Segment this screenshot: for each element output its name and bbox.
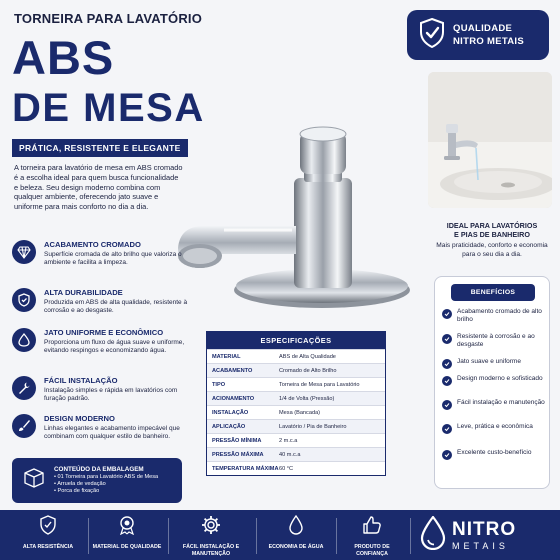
benefit-text: Excelente custo-benefício: [457, 449, 532, 456]
water-drop-icon: [12, 328, 36, 352]
water-drop-icon: [288, 515, 304, 540]
table-row: [207, 391, 385, 405]
check-icon: [442, 450, 452, 460]
product-title-line2: DE MESA: [12, 86, 205, 130]
package-contents: [12, 458, 182, 503]
table-row: [207, 349, 385, 363]
list-item: [442, 308, 546, 325]
water-drop-logo-icon: [420, 516, 446, 555]
spec-value: Cromado de Alto Brilho: [279, 367, 337, 374]
tagline-banner: PRÁTICA, RESISTENTE E ELEGANTE: [12, 139, 188, 157]
spec-key: INSTALAÇÃO: [212, 409, 249, 416]
spec-key: APLICAÇÃO: [212, 423, 246, 430]
spec-value: 2 m.c.a: [279, 437, 298, 444]
list-item: [442, 333, 546, 350]
spec-value: ABS de Alta Qualidade: [279, 353, 336, 360]
benefit-text: Leve, prática e econômica: [457, 423, 533, 430]
thumbs-up-icon: [362, 515, 382, 540]
brand-logo: [420, 516, 516, 555]
check-icon: [442, 309, 452, 319]
feature-text: Produzida em ABS de alta qualidade, resistente à corrosão e ao desgaste.: [44, 299, 188, 315]
check-icon: [442, 376, 452, 386]
intro-paragraph: A torneira para lavatório de mesa em ABS cromado é a escolha ideal para quem busca funcionalidade e beleza. Seu design moderno combina com qualquer ambiente, oferecendo jato suave e uniforme para mais conforto no dia a dia.: [14, 163, 183, 212]
quality-badge: [407, 10, 549, 60]
list-item: [442, 375, 546, 386]
feature-text: Instalação simples e rápida em lavatórios com furação padrão.: [44, 387, 178, 403]
badge-line2: NITRO METAIS: [453, 36, 524, 47]
table-row: [207, 419, 385, 433]
spec-key: ACABAMENTO: [212, 367, 253, 374]
sink-caption-title-1: IDEAL PARA LAVATÓRIOS: [446, 221, 538, 230]
spec-key: MATERIAL: [212, 353, 241, 360]
check-icon: [442, 424, 452, 434]
footer-item: [12, 510, 84, 560]
benefit-text: Acabamento cromado de alto brilho: [457, 308, 542, 324]
table-row: [207, 377, 385, 391]
specs-table: [206, 331, 386, 476]
specs-rows: [207, 349, 385, 475]
footer-label: ECONOMIA DE ÁGUA: [268, 544, 324, 550]
footer-divider: [168, 518, 169, 554]
table-row: [207, 461, 385, 475]
shield-check-icon: [419, 18, 445, 53]
feature-title: FÁCIL INSTALAÇÃO: [44, 376, 118, 385]
footer-divider: [256, 518, 257, 554]
brand-sub: METAIS: [452, 540, 509, 551]
faucet-image: [164, 108, 422, 318]
benefits-title: BENEFÍCIOS: [451, 284, 535, 301]
spec-value: Mesa (Bancada): [279, 409, 321, 416]
feature-title: ACABAMENTO CROMADO: [44, 240, 141, 249]
feature-text: Proporciona um fluxo de água suave e uniforme, evitando respingos e economizando água.: [44, 339, 185, 355]
table-row: [207, 447, 385, 461]
footer-item: [172, 510, 250, 560]
benefit-text: Jato suave e uniforme: [457, 358, 521, 365]
package-item: • Arruela de vedação: [54, 480, 106, 487]
product-pretitle: TORNEIRA PARA LAVATÓRIO: [14, 11, 203, 26]
sink-caption-title-2: E PIAS DE BANHEIRO: [454, 230, 530, 239]
footer-item: [260, 510, 332, 560]
feature-item: [12, 328, 192, 356]
box-icon: [22, 466, 46, 495]
benefit-text: Design moderno e sofisticado: [457, 375, 543, 382]
check-icon: [442, 334, 452, 344]
check-icon: [442, 359, 452, 369]
feature-item: [12, 414, 192, 442]
medal-icon: [118, 515, 136, 540]
spec-value: 40 m.c.a: [279, 451, 301, 458]
package-title: CONTEÚDO DA EMBALAGEM: [54, 465, 144, 473]
benefit-text: Resistente à corrosão e ao desgaste: [457, 333, 535, 349]
list-item: [442, 423, 546, 434]
feature-title: JATO UNIFORME E ECONÔMICO: [44, 328, 164, 337]
footer-item: [338, 510, 406, 560]
brush-icon: [12, 414, 36, 438]
footer-divider: [88, 518, 89, 554]
check-icon: [442, 400, 452, 410]
spec-key: TEMPERATURA MÁXIMA: [212, 465, 279, 472]
footer-label: ALTA RESISTÊNCIA: [22, 544, 74, 550]
list-item: [442, 449, 546, 460]
table-row: [207, 405, 385, 419]
footer-divider: [336, 518, 337, 554]
feature-title: DESIGN MODERNO: [44, 414, 115, 423]
list-item: [442, 358, 546, 369]
spec-value: 60 °C: [279, 465, 294, 472]
package-item: • Porca de fixação: [54, 488, 100, 495]
benefits-box: [434, 276, 550, 489]
spec-key: ACIONAMENTO: [212, 395, 255, 402]
feature-item: [12, 376, 192, 404]
feature-text: Superfície cromada de alto brilho que valoriza o ambiente e facilita a limpeza.: [44, 251, 182, 267]
sink-photo: [428, 72, 552, 208]
table-row: [207, 433, 385, 447]
spec-value: 1/4 de Volta (Pressão): [279, 395, 335, 402]
diamond-icon: [12, 240, 36, 264]
brand-name: NITRO: [452, 518, 517, 540]
footer-bar: [0, 510, 560, 560]
list-item: [442, 399, 546, 410]
feature-item: [12, 240, 192, 268]
sink-caption-text: Mais praticidade, conforto e economia para o seu dia a dia.: [436, 242, 548, 258]
benefit-text: Fácil instalação e manutenção: [457, 399, 545, 406]
footer-label: FÁCIL INSTALAÇÃO E MANUTENÇÃO: [182, 544, 240, 557]
wrench-icon: [12, 376, 36, 400]
feature-item: [12, 288, 192, 316]
feature-text: Linhas elegantes e acabamento impecável que combinam com qualquer estilo de banheiro.: [44, 425, 180, 441]
footer-label: MATERIAL DE QUALIDADE: [92, 544, 162, 550]
footer-label: PRODUTO DE CONFIANÇA: [354, 544, 390, 557]
spec-key: PRESSÃO MÍNIMA: [212, 437, 262, 444]
spec-key: TIPO: [212, 381, 226, 388]
sink-caption: [430, 221, 554, 259]
product-title-line1: ABS: [12, 31, 115, 84]
specs-title: ESPECIFICAÇÕES: [207, 332, 385, 349]
package-item: • 01 Torneira para Lavatório ABS de Mesa: [54, 473, 159, 480]
shield-icon: [12, 288, 36, 312]
spec-value: Lavatório / Pia de Banheiro: [279, 423, 347, 430]
footer-divider: [410, 518, 411, 554]
gear-icon: [201, 515, 221, 540]
footer-item: [92, 510, 162, 560]
spec-key: PRESSÃO MÁXIMA: [212, 451, 264, 458]
feature-title: ALTA DURABILIDADE: [44, 288, 123, 297]
table-row: [207, 363, 385, 377]
shield-check-icon: [39, 515, 57, 540]
spec-value: Torneira de Mesa para Lavatório: [279, 381, 360, 388]
badge-line1: QUALIDADE: [453, 23, 513, 34]
